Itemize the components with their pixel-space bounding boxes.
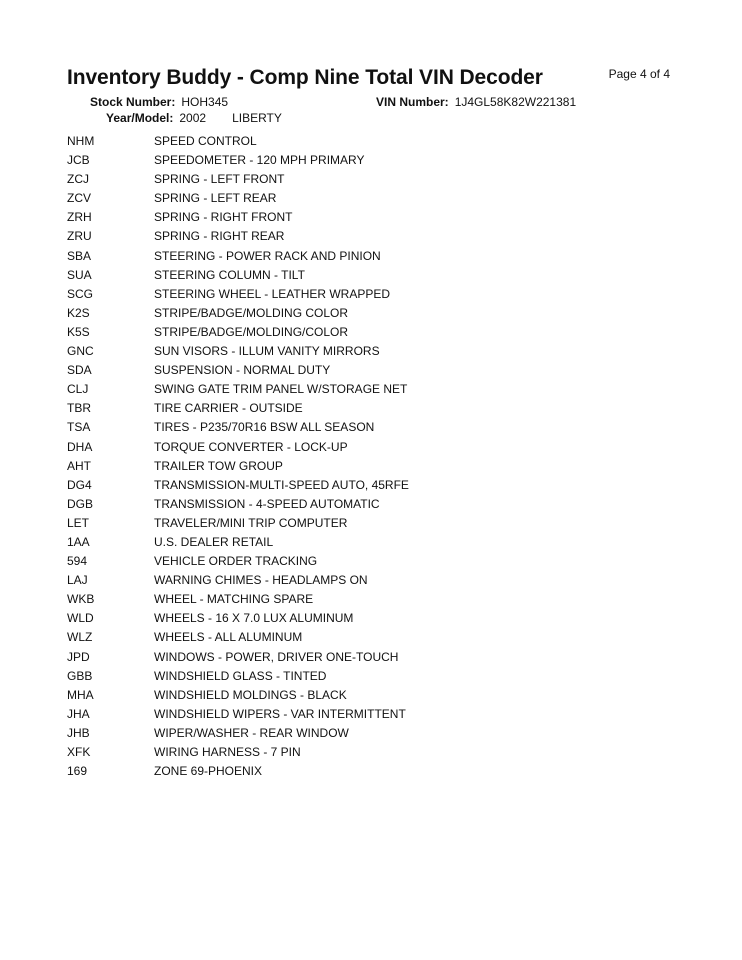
year-model-field [106,111,282,125]
option-code: JHA [67,706,90,721]
stock-number-value: HOH345 [181,95,229,109]
option-code: SDA [67,363,92,378]
table-row [67,247,409,266]
option-code: ZCJ [67,172,89,187]
option-description: SPRING - RIGHT FRONT [154,210,293,225]
option-description: SPRING - LEFT REAR [154,191,277,206]
table-row [67,151,409,170]
option-code: GBB [67,668,93,683]
stock-number-field [90,95,228,109]
option-code: CLJ [67,382,89,397]
table-row [67,418,409,437]
table-row [67,380,409,399]
option-code: NHM [67,134,95,148]
option-code: WKB [67,592,95,607]
option-description: ZONE 69-PHOENIX [154,764,263,779]
table-row [67,514,409,533]
option-code: ZRH [67,210,92,225]
option-description: TRANSMISSION-MULTI-SPEED AUTO, 45RFE [154,477,409,492]
model-value: LIBERTY [232,111,282,125]
option-code: JHB [67,725,90,740]
option-description: WHEELS - ALL ALUMINUM [154,630,303,645]
table-row [67,457,409,476]
stock-number-label: Stock Number: [90,95,176,109]
option-code: ZRU [67,229,92,244]
table-row [67,189,409,208]
option-code: JCB [67,153,90,168]
option-description: WINDSHIELD MOLDINGS - BLACK [154,687,347,702]
option-description: TRAILER TOW GROUP [154,458,283,473]
option-description: TIRES - P235/70R16 BSW ALL SEASON [154,420,375,435]
page-number: Page 4 of 4 [608,67,670,81]
option-code: LET [67,515,90,530]
option-description: SPEEDOMETER - 120 MPH PRIMARY [154,153,365,168]
option-description: STEERING COLUMN - TILT [154,267,305,282]
option-code: WLD [67,611,94,626]
vin-number-value: 1J4GL58K82W221381 [454,95,577,109]
vin-number-field [376,95,576,109]
table-row [67,648,409,667]
option-description: WIPER/WASHER - REAR WINDOW [154,725,349,740]
option-code: TSA [67,420,91,435]
option-description: STRIPE/BADGE/MOLDING/COLOR [154,324,349,339]
option-description: VEHICLE ORDER TRACKING [154,554,318,569]
table-row [67,208,409,227]
table-row [67,304,409,323]
option-description: STRIPE/BADGE/MOLDING COLOR [154,305,349,320]
option-description: TRAVELER/MINI TRIP COMPUTER [154,515,348,530]
option-code: 594 [67,554,88,569]
option-code: LAJ [67,573,88,588]
option-code: DHA [67,439,93,454]
table-row [67,266,409,285]
option-code: JPD [67,649,90,664]
option-description: SUN VISORS - ILLUM VANITY MIRRORS [154,344,380,359]
option-code: 1AA [67,534,90,549]
option-code-list [67,132,409,781]
option-code: DGB [67,496,94,511]
table-row [67,170,409,189]
option-description: WHEEL - MATCHING SPARE [154,592,314,607]
table-row [67,667,409,686]
vin-number-label: VIN Number: [376,95,449,109]
option-description: WIRING HARNESS - 7 PIN [154,745,301,759]
table-row [67,609,409,628]
table-row [67,571,409,590]
option-code: K2S [67,305,90,320]
option-description: SWING GATE TRIM PANEL W/STORAGE NET [154,382,408,397]
option-code: XFK [67,745,91,759]
table-row [67,705,409,724]
document-title: Inventory Buddy - Comp Nine Total VIN Decoder [67,66,543,89]
option-description: WARNING CHIMES - HEADLAMPS ON [154,573,368,588]
option-code: MHA [67,687,94,702]
table-row [67,552,409,571]
option-description: TORQUE CONVERTER - LOCK-UP [154,439,348,454]
option-description: U.S. DEALER RETAIL [154,534,274,549]
option-code: K5S [67,324,90,339]
option-description: STEERING - POWER RACK AND PINION [154,248,381,263]
table-row [67,323,409,342]
option-code: GNC [67,344,94,359]
option-description: SPEED CONTROL [154,134,257,148]
table-row [67,590,409,609]
table-row [67,495,409,514]
table-row [67,628,409,647]
table-row [67,342,409,361]
option-code: SBA [67,248,92,263]
table-row [67,399,409,418]
option-code: ZCV [67,191,91,206]
option-description: WHEELS - 16 X 7.0 LUX ALUMINUM [154,611,354,626]
table-row [67,743,409,762]
table-row [67,724,409,743]
option-description: TRANSMISSION - 4-SPEED AUTOMATIC [154,496,380,511]
year-model-label: Year/Model: [106,111,174,125]
option-description: STEERING WHEEL - LEATHER WRAPPED [154,286,391,301]
option-description: WINDOWS - POWER, DRIVER ONE-TOUCH [154,649,399,664]
table-row [67,686,409,705]
option-code: SUA [67,267,92,282]
option-description: TIRE CARRIER - OUTSIDE [154,401,303,416]
option-code: DG4 [67,477,92,492]
option-code: WLZ [67,630,93,645]
option-description: WINDSHIELD WIPERS - VAR INTERMITTENT [154,706,406,721]
option-description: WINDSHIELD GLASS - TINTED [154,668,327,683]
table-row [67,476,409,495]
option-description: SPRING - RIGHT REAR [154,229,285,244]
table-row [67,227,409,246]
option-description: SPRING - LEFT FRONT [154,172,285,187]
table-row [67,132,409,151]
table-row [67,533,409,552]
option-code: AHT [67,458,91,473]
year-value: 2002 [179,111,207,125]
option-code: 169 [67,764,88,779]
table-row [67,762,409,781]
option-code: TBR [67,401,91,416]
option-code: SCG [67,286,94,301]
table-row [67,438,409,457]
table-row [67,361,409,380]
table-row [67,285,409,304]
option-description: SUSPENSION - NORMAL DUTY [154,363,331,378]
